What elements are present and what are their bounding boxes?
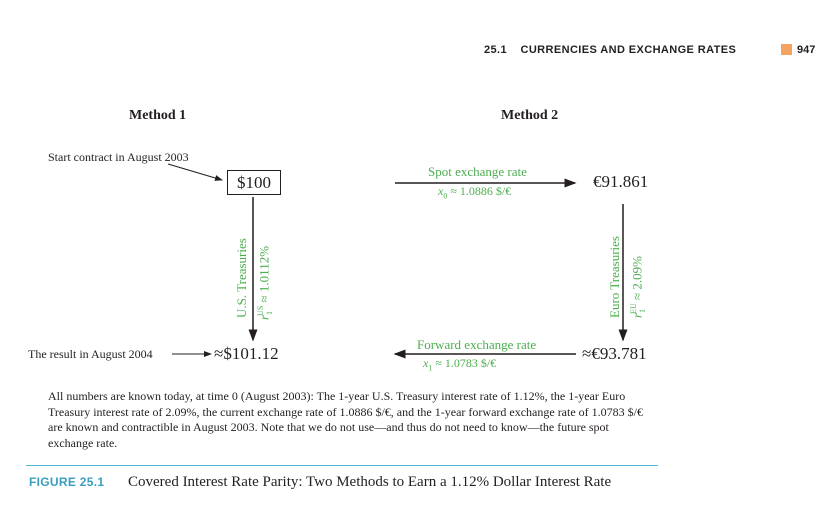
forward-rate-label: Forward exchange rate [417,337,537,352]
spot-rate-sub: 0 [443,191,448,201]
spot-rate-var: x [438,184,444,198]
page-number: 947 [797,44,816,56]
forward-rate-value: ≈ 1.0783 $/€ [432,356,497,370]
us-rate-var: r [256,314,272,320]
start-note: Start contract in August 2003 [48,150,189,164]
eu-rate-value: ≈ 2.09% [629,256,645,304]
euro-treasuries-label: Euro Treasuries [607,236,622,318]
eu-rate-var: r [629,312,645,318]
section-title: CURRENCIES AND EXCHANGE RATES [520,44,737,56]
start-amount-box: $100 [227,170,281,195]
start-note-arrow [168,164,222,180]
result-eur: ≈€93.781 [582,344,647,363]
section-number: 25.1 [484,44,508,56]
spot-rate-value: ≈ 1.0886 $/€ [447,184,512,198]
result-usd: ≈$101.12 [214,344,279,363]
forward-rate-var: x [423,356,429,370]
euro-amount: €91.861 [593,172,649,191]
eu-rate-sub: 1 [637,308,647,313]
us-rate-sub: 1 [264,310,274,315]
us-rate-value: ≈ 1.0112% [256,245,272,306]
result-note: The result in August 2004 [28,347,153,361]
forward-rate-sub: 1 [428,363,433,373]
method1-heading: Method 1 [129,108,187,123]
caption-rule [26,465,658,466]
spot-rate-label: Spot exchange rate [428,164,527,179]
eu-rate-sup: EU [629,303,638,314]
us-rate-sup: US [256,305,265,316]
figure-caption-body: All numbers are known today, at time 0 (August 2003): The 1-year U.S. Treasury interest rate of 1.12%, the 1-year Euro Treasury interest rate of 2.09%, the current exchange rate of 1.0886 $/€, and the 1-year forward exchange rate of 1.0783 $/€ are known and contractible in August 2003. Note that we do not use—and thus do not need to know—the future spot exchange rate. [48,389,644,450]
method2-heading: Method 2 [501,108,559,123]
figure-title: Covered Interest Rate Parity: Two Methods to Earn a 1.12% Dollar Interest Rate [128,474,612,490]
figure-label: FIGURE 25.1 [29,475,105,489]
us-treasuries-label: U.S. Treasuries [234,238,249,318]
